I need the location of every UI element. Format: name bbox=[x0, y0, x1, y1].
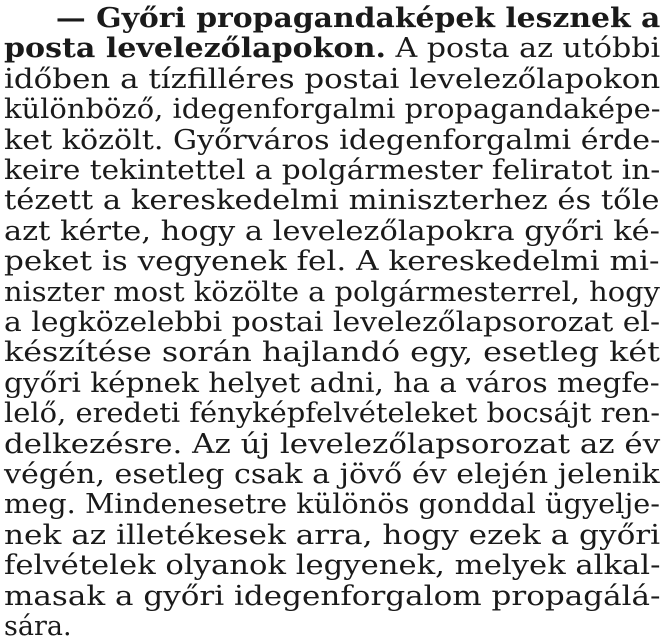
body-text: nek az illetékesek arra, hogy ezek a győri bbox=[4, 519, 661, 551]
body-text: győri képnek helyet adni, ha a város megfe- bbox=[4, 367, 660, 399]
article-line bbox=[4, 215, 660, 249]
body-text: keire tekintettel a polgármester feliratot in- bbox=[4, 155, 661, 186]
headline-text: posta levelezőlapokon. bbox=[4, 33, 386, 65]
headline-text: — Győri propagandaképek lesznek a bbox=[4, 3, 661, 34]
body-text: A posta az utóbbi bbox=[385, 33, 661, 65]
body-text: tézett a kereskedelmi miniszterhez és tőle bbox=[4, 185, 660, 217]
article-line bbox=[4, 428, 660, 462]
article-line bbox=[4, 610, 72, 644]
article-line bbox=[4, 306, 660, 340]
body-text: lelő, eredeti fényképfelvételeket bocsájt ren- bbox=[4, 398, 660, 430]
body-text: meg. Mindenesetre különös gonddal ügyelje- bbox=[4, 489, 661, 521]
article-line bbox=[4, 549, 660, 583]
article-line bbox=[4, 367, 660, 401]
body-text: peket is vegyenek fel. A kereskedelmi mi- bbox=[4, 246, 660, 278]
article-line bbox=[4, 32, 660, 66]
article-line bbox=[4, 184, 659, 218]
body-text: végén, esetleg csak a jövő év elején jelenik bbox=[4, 459, 660, 490]
article-line bbox=[4, 488, 660, 522]
body-text: niszter most közölte a polgármesterrel, hogy bbox=[4, 276, 660, 308]
article-line bbox=[4, 63, 660, 97]
article-line bbox=[4, 245, 659, 279]
article-line bbox=[4, 336, 660, 370]
article-line bbox=[4, 276, 660, 310]
article-line bbox=[4, 154, 660, 188]
body-text: a legközelebbi postai levelezőlapsorozat el- bbox=[4, 307, 661, 338]
body-text: masak a győri idegenforgalom propagálá- bbox=[4, 580, 661, 612]
body-text: készítése során hajlandó egy, esetleg két bbox=[4, 337, 660, 369]
body-text: különböző, idegenforgalmi propagandaképe- bbox=[4, 94, 661, 126]
body-text: azt kérte, hogy a levelezőlapokra győri ké- bbox=[4, 215, 660, 247]
body-text: időben a tízfilléres postai levelezőlapokon bbox=[4, 63, 661, 95]
article-line bbox=[4, 124, 660, 158]
headline-line bbox=[4, 2, 660, 36]
article-line bbox=[4, 458, 660, 492]
article-line bbox=[4, 519, 660, 553]
body-text: ket közölt. Győrváros idegenforgalmi érde- bbox=[4, 124, 661, 156]
article-line bbox=[4, 93, 661, 127]
body-text: felvételek olyanok legyenek, melyek alkal- bbox=[4, 550, 661, 582]
body-text: sára. bbox=[4, 611, 72, 642]
body-text: delkezésre. Az új levelezőlapsorozat az év bbox=[4, 428, 661, 460]
article-line bbox=[4, 580, 661, 614]
article-line bbox=[4, 397, 660, 431]
